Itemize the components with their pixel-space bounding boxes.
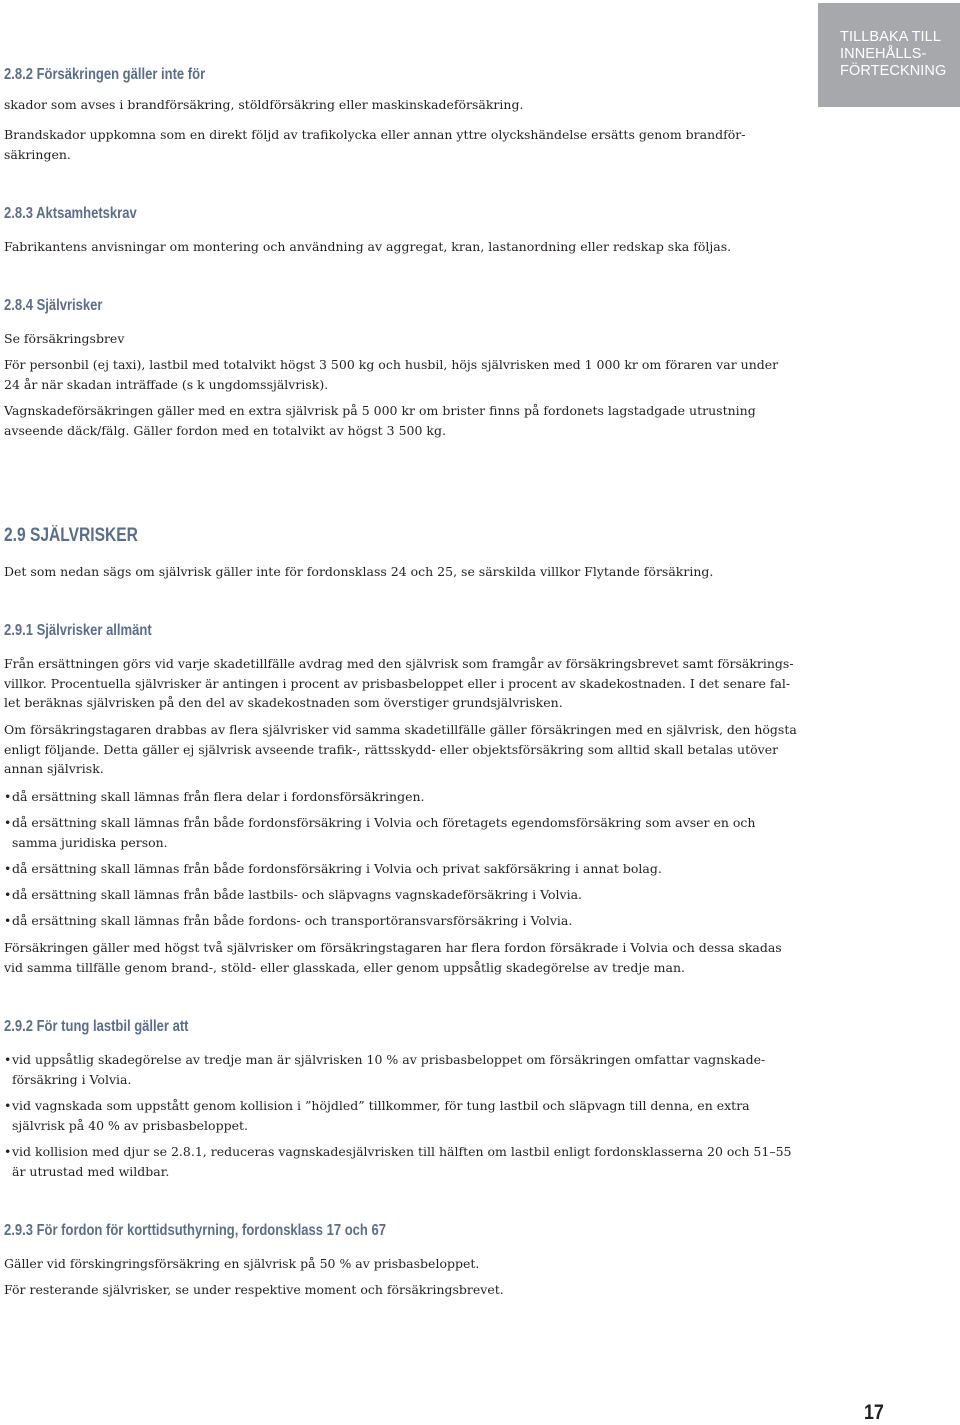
bullet-glyph: • (4, 887, 12, 902)
paragraph-2-9: Det som nedan sägs om självrisk gäller inte för fordonsklass 24 och 25, se särskilda villkor Flytande försäkring. (4, 564, 714, 579)
paragraph-2-8-4-a: Se försäkringsbrev (4, 331, 125, 346)
bullet-glyph: • (4, 1098, 12, 1113)
back-to-toc-line-1: TILLBAKA TILL (840, 29, 941, 45)
bullet-glyph: • (4, 789, 12, 804)
heading-2-8-3: 2.8.3 Aktsamhetskrav (4, 205, 137, 222)
paragraph-2-8-4-c: Vagnskadeförsäkringen gäller med en extra självrisk på 5 000 kr om brister finns på fordonets lagstadgade utrustning avseende däck/fälg. Gäller fordon med en totalvikt av högst 3 500 kg. (4, 403, 756, 438)
list-item: • då ersättning skall lämnas från både lastbils- och släpvagns vagnskadeförsäkring i Volvia. (4, 885, 732, 905)
back-to-toc-line-2: INNEHÅLLS- (840, 46, 927, 62)
bullet-glyph: • (4, 1144, 12, 1159)
list-item: • då ersättning skall lämnas från både fordonsförsäkring i Volvia och företagets egendomsförsäkring som avser en och samma juridiska person. (4, 815, 756, 850)
paragraph-2-8-2-b: Brandskador uppkomna som en direkt följd av trafikolycka eller annan yttre olyckshändelse ersätts genom brandför- säkringen. (4, 127, 746, 162)
paragraph-2-8-2-a: skador som avses i brandförsäkring, stöldförsäkring eller maskinskadeförsäkring. (4, 97, 524, 112)
heading-2-9: 2.9 SJÄLVRISKER (4, 525, 138, 546)
paragraph-2-9-3-b: För resterande självrisker, se under respektive moment och försäkringsbrevet. (4, 1282, 504, 1297)
paragraph-2-9-1-a: Från ersättningen görs vid varje skadetillfälle avdrag med den självrisk som framgår av försäkringsbrevet samt försäkrings- villkor. Procentuella självrisker är antingen i procent av prisbasbeloppet eller i procent av skadekostnaden. I det senare fal- let beräknas självrisken på den del av skadekostnaden som överstiger grundsjälvrisken. (4, 656, 794, 710)
paragraph-2-8-4-b: För personbil (ej taxi), lastbil med totalvikt högst 3 500 kg och husbil, höjs självrisken med 1 000 kr om föraren var under 24 år när skadan inträffade (s k ungdomssjälvrisk). (4, 357, 779, 392)
heading-2-9-1: 2.9.1 Självrisker allmänt (4, 622, 152, 639)
back-to-toc-button[interactable] (818, 3, 960, 107)
list-item: • vid uppsåtlig skadegörelse av tredje man är självrisken 10 % av prisbasbeloppet om försäkringen omfattar vagnskade- försäkring i Volvia. (4, 1052, 766, 1087)
bullet-glyph: • (4, 913, 12, 928)
paragraph-2-9-1-c: Försäkringen gäller med högst två självrisker om försäkringstagaren har flera fordon försäkrade i Volvia och dessa skadas vid samma tillfälle genom brand-, stöld- eller glasskada, eller genom uppsåtlig skadegörelse av tredje man. (4, 940, 782, 975)
heading-2-9-3: 2.9.3 För fordon för korttidsuthyrning, fordonsklass 17 och 67 (4, 1222, 386, 1239)
heading-2-9-2: 2.9.2 För tung lastbil gäller att (4, 1018, 189, 1035)
paragraph-2-9-3-a: Gäller vid förskingringsförsäkring en självrisk på 50 % av prisbasbeloppet. (4, 1256, 480, 1271)
list-item: • då ersättning skall lämnas från både fordonsförsäkring i Volvia och privat sakförsäkring i annat bolag. (4, 859, 732, 879)
paragraph-2-8-3: Fabrikantens anvisningar om montering och användning av aggregat, kran, lastanordning eller redskap ska följas. (4, 239, 732, 254)
bullet-glyph: • (4, 815, 12, 830)
heading-2-8-4: 2.8.4 Självrisker (4, 297, 103, 314)
heading-2-8-2: 2.8.2 Försäkringen gäller inte för (4, 66, 206, 83)
list-item: • då ersättning skall lämnas från både fordons- och transportöransvarsförsäkring i Volvia. (4, 911, 732, 931)
list-item: • vid kollision med djur se 2.8.1, reduceras vagnskadesjälvrisken till hälften om lastbil enligt fordonsklasserna 20 och 51–55 är utrustad med wildbar. (4, 1144, 792, 1179)
bullet-glyph: • (4, 861, 12, 876)
page-number: 17 (864, 1401, 884, 1424)
paragraph-2-9-1-b: Om försäkringstagaren drabbas av flera självrisker vid samma skadetillfälle gäller försäkringen med en självrisk, den högsta enligt följande. Detta gäller ej självrisk avseende trafik-, rättsskydd- eller objektsförsäkring som alltid skall betalas utöver annan självrisk. (4, 722, 797, 776)
back-to-toc-line-3: FÖRTECKNING (840, 63, 947, 79)
list-item: • då ersättning skall lämnas från flera delar i fordonsförsäkringen. (4, 787, 732, 807)
list-item: • vid vagnskada som uppstått genom kollision i ”höjdled” tillkommer, för tung lastbil och släpvagn till denna, en extra självrisk på 40 % av prisbasbeloppet. (4, 1098, 750, 1133)
bullet-glyph: • (4, 1052, 12, 1067)
